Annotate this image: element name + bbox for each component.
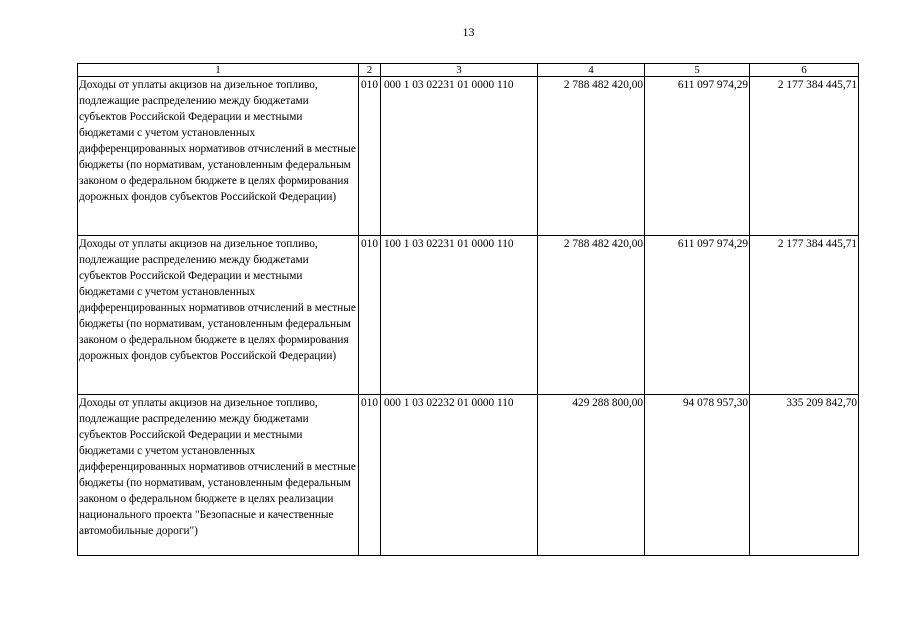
amount-cell-col6: 2 177 384 445,71 bbox=[750, 77, 859, 236]
budget-revenue-table bbox=[77, 63, 859, 556]
budget-classification-code-cell: 000 1 03 02232 01 0000 110 bbox=[381, 395, 538, 556]
revenue-name-cell bbox=[78, 395, 359, 556]
budget-classification-code-cell: 000 1 03 02231 01 0000 110 bbox=[381, 77, 538, 236]
admin-code-cell: 010 bbox=[359, 77, 381, 236]
column-header: 5 bbox=[645, 64, 750, 77]
budget-classification-code-cell: 100 1 03 02231 01 0000 110 bbox=[381, 236, 538, 395]
column-number-row bbox=[78, 64, 859, 77]
amount-cell-col5: 94 078 957,30 bbox=[645, 395, 750, 556]
table-row bbox=[78, 236, 859, 395]
column-header: 3 bbox=[381, 64, 538, 77]
revenue-name-text: Доходы от уплаты акцизов на дизельное топливо, подлежащие распределению между бюджетами субъектов Российской Федерации и местными бюджетами с учетом установленных дифференцированных нормативов отчислений в местные бюджеты (по нормативам, установленным федеральным законом о федеральном бюджете в целях реализации национального проекта "Безопасные и качественные автомобильные дороги") bbox=[79, 397, 356, 537]
amount-cell-col4: 429 288 800,00 bbox=[538, 395, 645, 556]
page-number: 13 bbox=[462, 25, 475, 39]
amount-cell-col4: 2 788 482 420,00 bbox=[538, 77, 645, 236]
admin-code-cell: 010 bbox=[359, 395, 381, 556]
table-row bbox=[78, 77, 859, 236]
column-header: 6 bbox=[750, 64, 859, 77]
column-header: 1 bbox=[78, 64, 359, 77]
amount-cell-col5: 611 097 974,29 bbox=[645, 77, 750, 236]
revenue-name-cell bbox=[78, 77, 359, 236]
revenue-name-cell bbox=[78, 236, 359, 395]
amount-cell-col5: 611 097 974,29 bbox=[645, 236, 750, 395]
amount-cell-col4: 2 788 482 420,00 bbox=[538, 236, 645, 395]
amount-cell-col6: 335 209 842,70 bbox=[750, 395, 859, 556]
table-row bbox=[78, 395, 859, 556]
column-header: 2 bbox=[359, 64, 381, 77]
amount-cell-col6: 2 177 384 445,71 bbox=[750, 236, 859, 395]
revenue-name-text: Доходы от уплаты акцизов на дизельное топливо, подлежащие распределению между бюджетами субъектов Российской Федерации и местными бюджетами с учетом установленных дифференцированных нормативов отчислений в местные бюджеты (по нормативам, установленным федеральным законом о федеральном бюджете в целях формирования дорожных фондов субъектов Российской Федерации) bbox=[79, 79, 356, 203]
column-header: 4 bbox=[538, 64, 645, 77]
revenue-name-text: Доходы от уплаты акцизов на дизельное топливо, подлежащие распределению между бюджетами субъектов Российской Федерации и местными бюджетами с учетом установленных дифференцированных нормативов отчислений в местные бюджеты (по нормативам, установленным федеральным законом о федеральном бюджете в целях формирования дорожных фондов субъектов Российской Федерации) bbox=[79, 238, 356, 362]
admin-code-cell: 010 bbox=[359, 236, 381, 395]
